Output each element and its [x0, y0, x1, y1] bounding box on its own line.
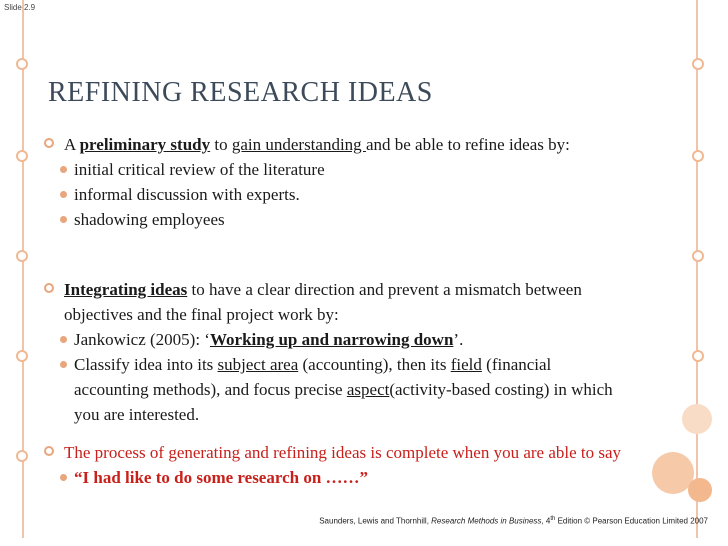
- bullet-main: [44, 132, 624, 157]
- sub-bullet: initial critical review of the literature: [44, 157, 624, 182]
- bullet-process: [44, 440, 624, 490]
- ring-decoration: [692, 350, 704, 362]
- superscript: th: [550, 516, 556, 522]
- text: ’.: [453, 330, 464, 349]
- text: Classify idea into its: [74, 355, 218, 374]
- bold-underlined-text: Integrating ideas: [64, 280, 188, 299]
- ring-decoration: [16, 150, 28, 162]
- underlined-text: aspect: [346, 380, 390, 399]
- slide-label: Slide 2.9: [4, 3, 36, 12]
- text: (accounting), then its: [298, 355, 451, 374]
- text: and be able to refine ideas by:: [365, 135, 570, 154]
- text: to have a clear direction and prevent a mismatch between objectives and the final project work by:: [64, 280, 582, 324]
- underlined-text: field: [450, 355, 482, 374]
- ring-decoration: [16, 450, 28, 462]
- bullet-preliminary-study: [44, 132, 624, 232]
- sub-bullet: informal discussion with experts.: [44, 182, 624, 207]
- bullet-main: The process of generating and refining ideas is complete when you are able to say: [44, 440, 624, 465]
- ring-decoration: [692, 150, 704, 162]
- ring-decoration: [692, 250, 704, 262]
- ring-decoration: [692, 58, 704, 70]
- slide-title: REFINING RESEARCH IDEAS: [48, 77, 433, 108]
- text: A: [64, 135, 80, 154]
- ring-decoration: [16, 58, 28, 70]
- underlined-text: subject area: [217, 355, 299, 374]
- sub-bullet: shadowing employees: [44, 207, 624, 232]
- sub-bullet: “I had like to do some research on ……”: [44, 465, 624, 490]
- text: Saunders, Lewis and Thornhill,: [319, 516, 432, 526]
- text: Jankowicz (2005): ‘: [74, 330, 210, 349]
- text: (activity-based costing) in which you are interested.: [74, 380, 613, 424]
- text: to: [210, 135, 232, 154]
- bullet-main: [44, 277, 624, 327]
- underlined-text: gain understanding: [231, 135, 366, 154]
- text: , 4: [541, 516, 551, 526]
- circle-decoration: [682, 404, 712, 434]
- ring-decoration: [16, 250, 28, 262]
- circle-decoration: [688, 478, 712, 502]
- sub-bullet: [44, 352, 624, 427]
- ring-decoration: [16, 350, 28, 362]
- sub-bullet: [44, 327, 624, 352]
- italic-text: Research Methods in Business: [431, 516, 542, 526]
- text: Edition © Pearson Education Limited 2007: [555, 516, 708, 526]
- bold-underlined-text: preliminary study: [79, 135, 211, 154]
- bold-underlined-text: Working up and narrowing down: [209, 330, 454, 349]
- text: (financial accounting methods), and focus precise: [74, 355, 552, 399]
- bullet-integrating-ideas: [44, 277, 624, 427]
- citation-footer: [319, 516, 708, 526]
